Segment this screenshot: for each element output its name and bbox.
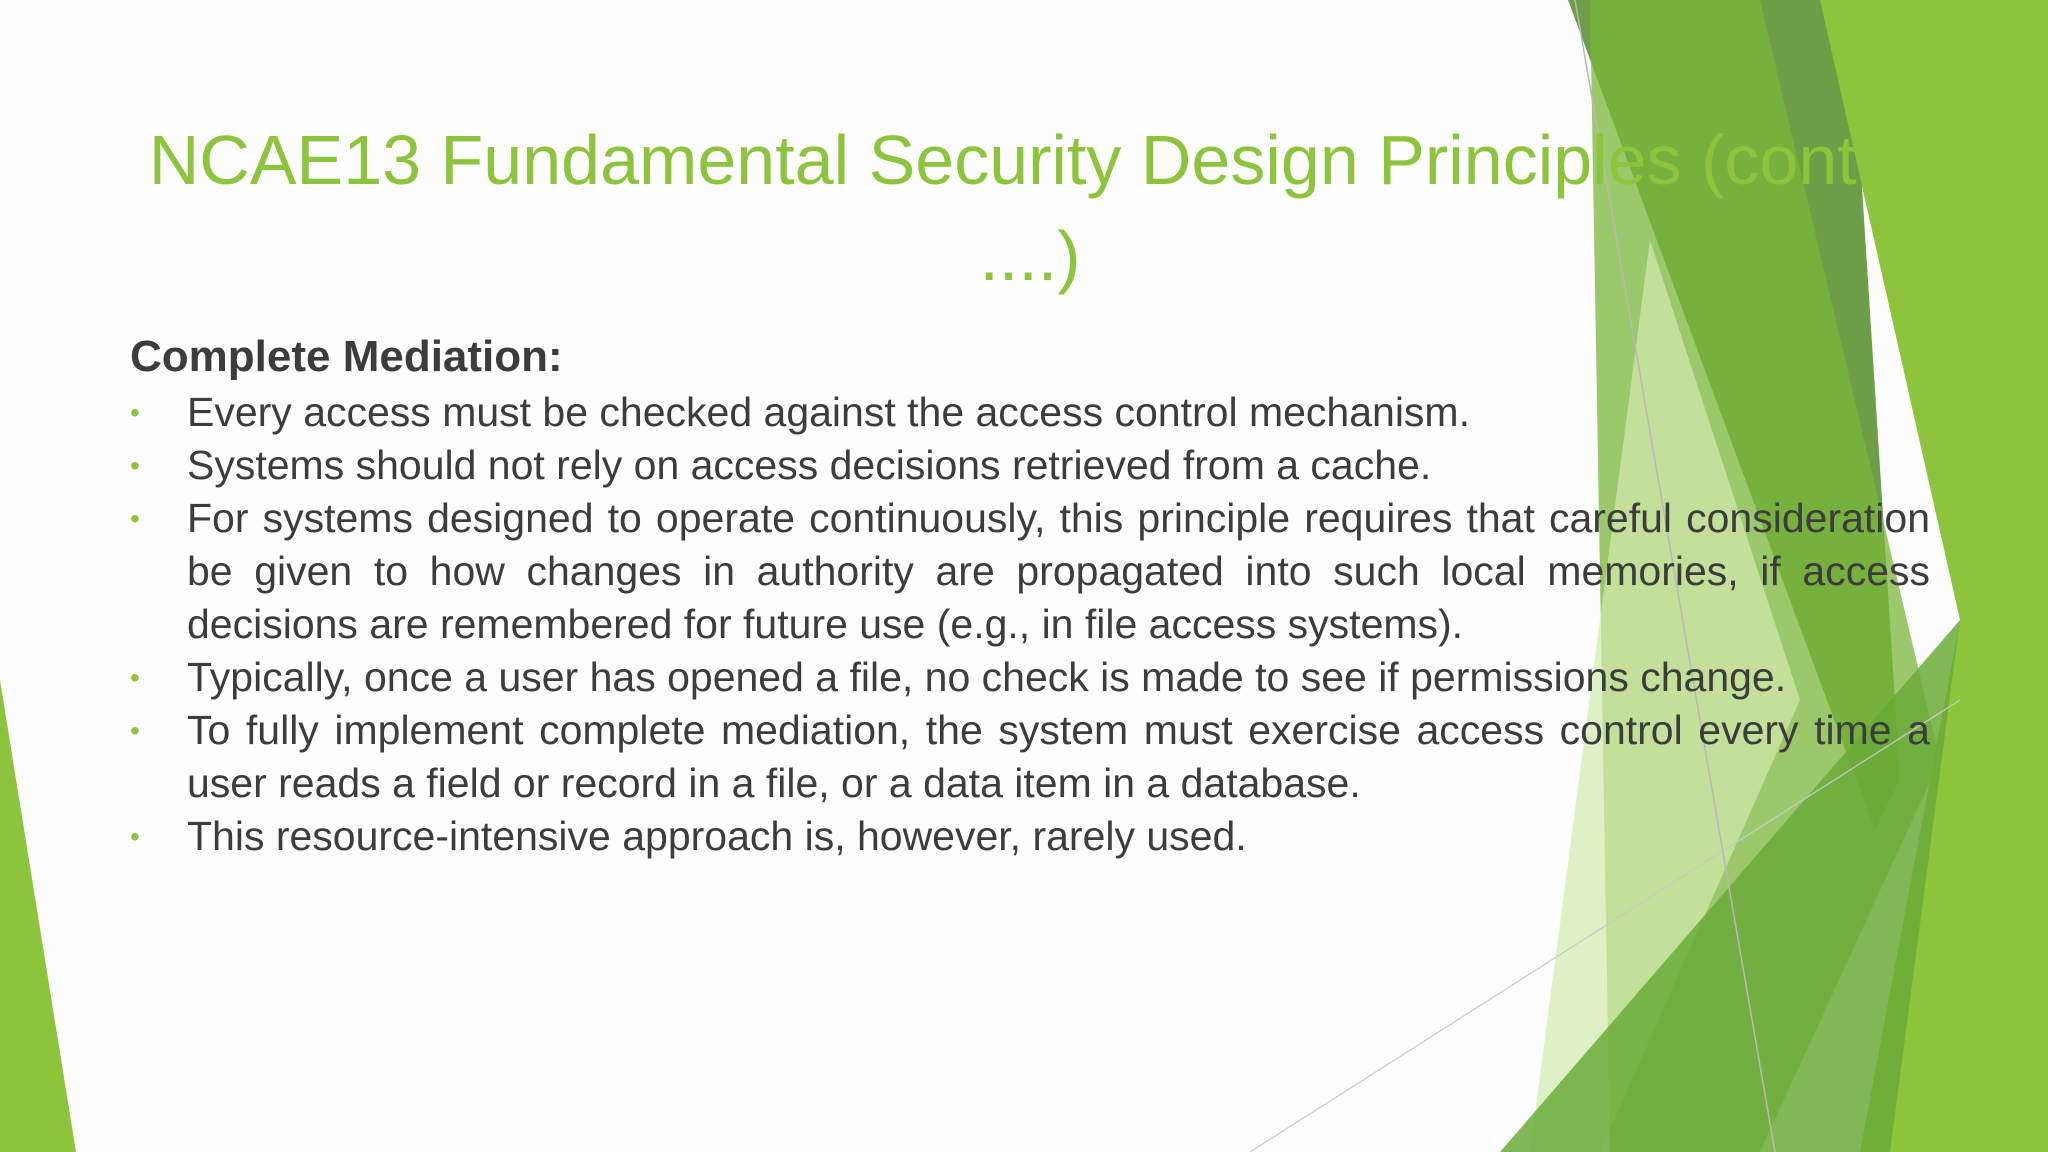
bullet-icon: • [130, 450, 140, 481]
bullet-icon: • [130, 715, 140, 746]
bullet-icon: • [130, 397, 140, 428]
bullet-text: To fully implement complete mediation, the system must exercise access control every time a user reads a field or record in a file, or a data item in a database. [187, 707, 1930, 806]
bullet-icon: • [130, 503, 140, 534]
bullet-text: Every access must be checked against the access control mechanism. [187, 389, 1470, 435]
bullet-text: Typically, once a user has opened a file, no check is made to see if permissions change. [187, 654, 1787, 700]
bullet-item [130, 386, 1930, 439]
bullet-item [130, 651, 1930, 704]
bullet-text: Systems should not rely on access decisions retrieved from a cache. [187, 442, 1432, 488]
bullet-item [130, 492, 1930, 651]
bullet-text: For systems designed to operate continuously, this principle requires that careful consideration be given to how changes in authority are propagated into such local memories, if access decisions are remembered for future use (e.g., in file access systems). [187, 495, 1930, 647]
bullet-text: This resource-intensive approach is, however, rarely used. [187, 813, 1247, 859]
slide-title: NCAE13 Fundamental Security Design Principles (cont’d ....) [148, 121, 1912, 295]
section-heading: Complete Mediation: [130, 332, 563, 381]
bullet-item [130, 439, 1930, 492]
bullet-item [130, 704, 1930, 810]
slide-body [130, 330, 1930, 863]
bullet-item [130, 810, 1930, 863]
bullet-icon: • [130, 821, 140, 852]
bullet-list [130, 386, 1930, 863]
bullet-icon: • [130, 662, 140, 693]
left-accent-shape [0, 680, 76, 1152]
